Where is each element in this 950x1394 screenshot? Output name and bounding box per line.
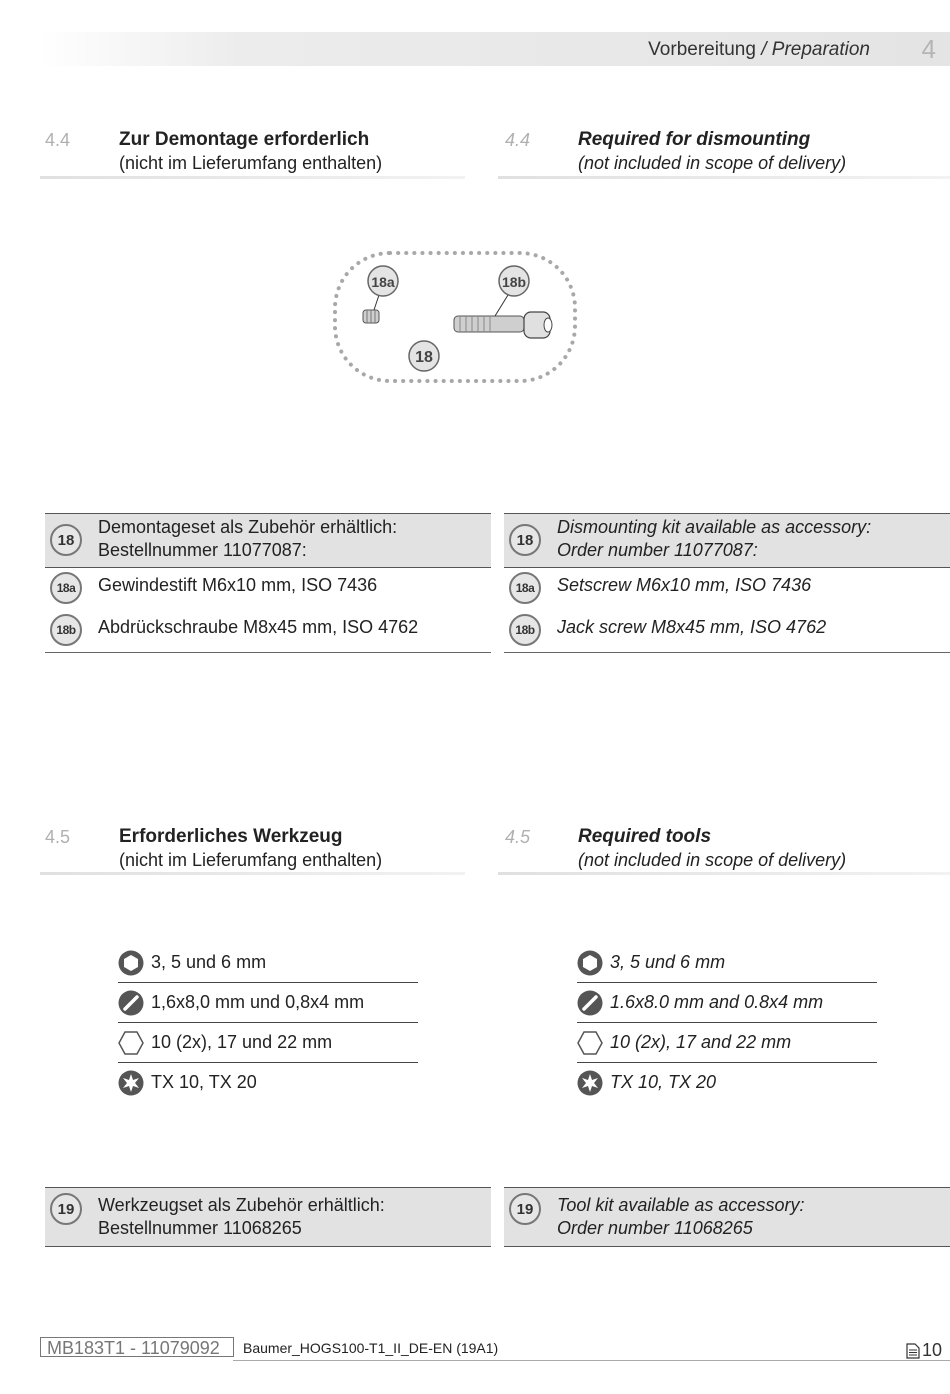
parts-row bbox=[504, 568, 950, 610]
wrench-hex-icon bbox=[577, 1030, 603, 1056]
toolkit-line1: Werkzeugset als Zubehör erhältlich: bbox=[98, 1195, 385, 1215]
toolkit-head bbox=[504, 1187, 950, 1247]
toolkit-box-en bbox=[504, 1187, 950, 1247]
section-number-en: 4.5 bbox=[505, 827, 531, 847]
item-badge: 18a bbox=[50, 572, 82, 604]
header-title-en: Preparation bbox=[771, 39, 870, 60]
parts-row bbox=[504, 610, 950, 653]
chapter-number: 4 bbox=[921, 34, 936, 64]
parts-head-line2: Order number 11077087: bbox=[557, 540, 758, 560]
label-18 bbox=[409, 341, 439, 371]
section-number-en: 4.4 bbox=[505, 130, 531, 150]
tools-list-de bbox=[118, 943, 418, 1102]
item-badge: 19 bbox=[509, 1193, 541, 1225]
parts-table-de bbox=[45, 513, 491, 653]
toolkit-text bbox=[98, 1194, 385, 1240]
parts-row bbox=[45, 610, 491, 653]
wrench-hex-icon bbox=[118, 1030, 144, 1056]
item-badge: 18 bbox=[509, 524, 541, 556]
tool-row bbox=[577, 943, 877, 983]
toolkit-head bbox=[45, 1187, 491, 1247]
section-number-de: 4.4 bbox=[45, 130, 71, 150]
toolkit-line1: Tool kit available as accessory: bbox=[557, 1195, 805, 1215]
parts-row-text: Jack screw M8x45 mm, ISO 4762 bbox=[557, 617, 827, 637]
section-title-de: Erforderliches Werkzeug bbox=[119, 826, 343, 847]
screwdriver-icon bbox=[118, 990, 144, 1016]
tool-row bbox=[118, 943, 418, 983]
tool-row bbox=[577, 983, 877, 1023]
tool-text: 10 (2x), 17 and 22 mm bbox=[610, 1032, 792, 1052]
section-number-de: 4.5 bbox=[45, 827, 71, 847]
parts-row-text: Gewindestift M6x10 mm, ISO 7436 bbox=[98, 575, 378, 595]
section-rule bbox=[40, 176, 465, 179]
toolkit-text bbox=[557, 1194, 804, 1240]
item-badge: 18a bbox=[509, 572, 541, 604]
footer-rule bbox=[233, 1360, 950, 1361]
section-rule bbox=[498, 872, 950, 875]
parts-head-line1: Demontageset als Zubehör erhältlich: bbox=[98, 517, 398, 537]
section-rule bbox=[498, 176, 950, 179]
header-title-sep: / bbox=[755, 39, 772, 60]
section-title-en: Required tools bbox=[578, 826, 712, 847]
page-header-title bbox=[648, 39, 870, 61]
label-18a bbox=[368, 266, 398, 296]
tool-text: 1,6x8,0 mm und 0,8x4 mm bbox=[151, 992, 365, 1012]
parts-head-line1: Dismounting kit available as accessory: bbox=[557, 517, 872, 537]
parts-row bbox=[45, 568, 491, 610]
header-title-de: Vorbereitung bbox=[648, 39, 756, 60]
footer-doc-name: Baumer_HOGS100-T1_II_DE-EN (19A1) bbox=[243, 1340, 499, 1356]
toolkit-line2: Order number 11068265 bbox=[557, 1218, 753, 1238]
tool-text: 1.6x8.0 mm and 0.8x4 mm bbox=[610, 992, 824, 1012]
tool-text: 3, 5 und 6 mm bbox=[610, 952, 726, 972]
tool-row bbox=[577, 1063, 877, 1102]
section-subtitle-en: (not included in scope of delivery) bbox=[578, 153, 847, 173]
label-18b bbox=[499, 266, 529, 296]
parts-row-text: Abdrückschraube M8x45 mm, ISO 4762 bbox=[98, 617, 419, 637]
tool-text: 10 (2x), 17 und 22 mm bbox=[151, 1032, 333, 1052]
hex-key-icon bbox=[118, 950, 144, 976]
parts-head-text bbox=[557, 516, 871, 562]
page-number: 10 bbox=[921, 1340, 942, 1360]
item-badge: 18b bbox=[50, 614, 82, 646]
hex-key-icon bbox=[577, 950, 603, 976]
parts-head-line2: Bestellnummer 11077087: bbox=[98, 540, 307, 560]
parts-head-text bbox=[98, 516, 397, 562]
label-18a-text: 18a bbox=[371, 274, 395, 290]
dismounting-kit-illustration bbox=[330, 248, 580, 388]
tool-row bbox=[577, 1023, 877, 1063]
item-badge: 19 bbox=[50, 1193, 82, 1225]
tool-text: TX 10, TX 20 bbox=[151, 1072, 257, 1092]
toolkit-box-de bbox=[45, 1187, 491, 1247]
section-title-en: Required for dismounting bbox=[578, 129, 811, 150]
parts-row-text: Setscrew M6x10 mm, ISO 7436 bbox=[557, 575, 812, 595]
tool-text: TX 10, TX 20 bbox=[610, 1072, 717, 1092]
screwdriver-icon bbox=[577, 990, 603, 1016]
section-subtitle-en: (not included in scope of delivery) bbox=[578, 850, 847, 870]
torx-icon bbox=[118, 1070, 144, 1096]
toolkit-line2: Bestellnummer 11068265 bbox=[98, 1218, 302, 1238]
tool-row bbox=[118, 983, 418, 1023]
tools-list-en bbox=[577, 943, 877, 1102]
section-subtitle-de: (nicht im Lieferumfang enthalten) bbox=[119, 153, 383, 173]
section-title-de: Zur Demontage erforderlich bbox=[119, 129, 370, 150]
section-rule bbox=[40, 872, 465, 875]
label-18-text: 18 bbox=[415, 349, 433, 366]
parts-table-en bbox=[504, 513, 950, 653]
tool-row bbox=[118, 1023, 418, 1063]
jack-screw-icon bbox=[454, 295, 552, 338]
tool-text: 3, 5 und 6 mm bbox=[151, 952, 267, 972]
parts-table-head bbox=[504, 513, 950, 568]
footer-doc-id: MB183T1 - 11079092 bbox=[40, 1337, 234, 1357]
parts-table-head bbox=[45, 513, 491, 568]
page-icon bbox=[906, 1343, 920, 1359]
item-badge: 18 bbox=[50, 524, 82, 556]
footer-page bbox=[906, 1340, 942, 1361]
item-badge: 18b bbox=[509, 614, 541, 646]
section-subtitle-de: (nicht im Lieferumfang enthalten) bbox=[119, 850, 383, 870]
torx-icon bbox=[577, 1070, 603, 1096]
label-18b-text: 18b bbox=[501, 274, 527, 290]
tool-row bbox=[118, 1063, 418, 1102]
setscrew-icon bbox=[363, 295, 379, 323]
